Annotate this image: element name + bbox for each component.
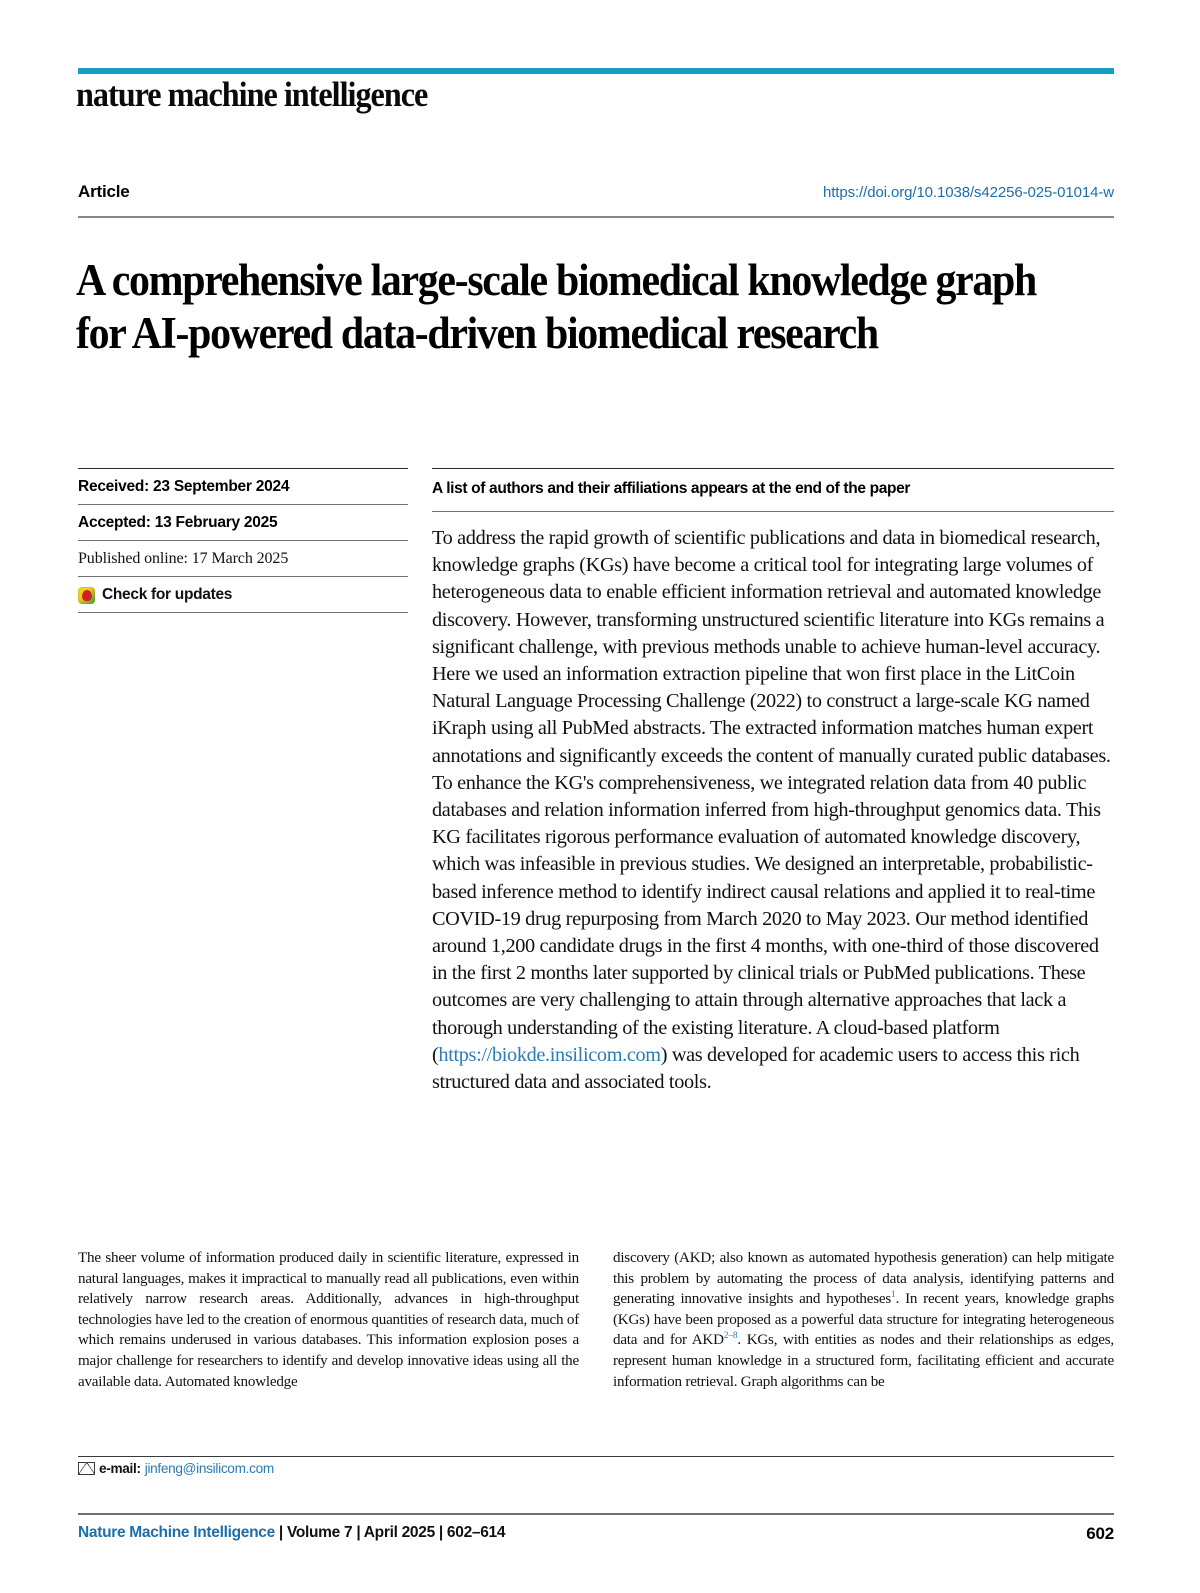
abstract-part-2: ) was developed for academic users to access this rich structured data and associated tools.: [432, 1043, 1080, 1094]
masthead-accent-rule: [78, 68, 1114, 74]
journal-name: Nature Machine Intelligence: [78, 1524, 275, 1541]
accepted-date: Accepted: 13 February 2025: [78, 514, 278, 531]
check-updates-label: Check for updates: [102, 586, 233, 603]
journal-citation-rest: | Volume 7 | April 2025 | 602–614: [274, 1524, 506, 1541]
email-address-link[interactable]: jinfeng@insilicom.com: [144, 1461, 274, 1476]
published-date: Published online: 17 March 2025: [78, 550, 289, 567]
body-column-right: [613, 1248, 1114, 1392]
abstract-text: [432, 511, 1114, 1096]
body-right-part-1: discovery (AKD; also known as automated hypothesis generation) can help mitigate this problem by automating the process of data analysis, identifying patterns and generating innovative insights and hypotheses: [613, 1250, 1114, 1308]
abstract-part-1: To address the rapid growth of scientific publications and data in biomedical research, knowledge graphs (KGs) have become a critical tool for integrating large volumes of heterogeneous data to enable efficient information retrieval and automated knowledge discovery. However, transforming unstructured scientific literature into KGs remains a significant challenge, with previous methods unable to achieve human-level accuracy. Here we used an information extraction pipeline that won first place in the LitCoin Natural Language Processing Challenge (2022) to construct a large-scale KG named iKraph using all PubMed abstracts. The extracted information matches human expert annotations and significantly exceeds the content of manually curated public databases. To enhance the KG's comprehensiveness, we integrated relation data from 40 public databases and relation information inferred from high-throughput genomics data. This KG facilitates rigorous performance evaluation of automated knowledge discovery, which was infeasible in previous studies. We designed an interpretable, probabilistic-based inference method to identify indirect causal relations and applied it to real-time COVID-19 drug repurposing from March 2020 to May 2023. Our method identified around 1,200 candidate drugs in the first 4 months, with one-third of those discovered in the first 2 months later supported by clinical trials or PubMed publications. These outcomes are very challenging to attain through alternative approaches that lack a thorough understanding of the existing literature. A cloud-based platform (: [432, 527, 1111, 1066]
email-label: e-mail:: [99, 1461, 141, 1476]
envelope-icon: [78, 1462, 95, 1475]
platform-link[interactable]: https://biokde.insilicom.com: [438, 1043, 661, 1066]
body-right-part-3: . KGs, with entities as nodes and their relationships as edges, represent human knowledge in a structured form, facilitating efficient and accurate information retrieval. Graph algorithms can be: [613, 1332, 1114, 1390]
body-right-part-2: . In recent years, knowledge graphs (KGs) have been proposed as a powerful data structure for integrating heterogeneous data and for AKD: [613, 1291, 1114, 1349]
footnote-rule: [78, 1456, 1114, 1457]
title-top-rule: [78, 216, 1114, 218]
check-updates-row[interactable]: [78, 576, 408, 612]
corresponding-email-line: [78, 1461, 274, 1476]
citation-ref-1[interactable]: 1: [891, 1290, 896, 1301]
meta-bottom-rule: [78, 612, 408, 613]
body-column-left: The sheer volume of information produced daily in scientific literature, expressed in natural languages, makes it impractical to manually read all publications, even within relatively narrow research areas. Additionally, advances in high-throughput technologies have led to the creation of enormous quantities of research data, much of which remains underused in various databases. This information explosion poses a major challenge for researchers to identify and develop innovative ideas using all the available data. Automated knowledge: [78, 1250, 579, 1390]
published-row: [78, 540, 408, 576]
journal-citation-line: [78, 1524, 505, 1542]
article-type-label: Article: [78, 182, 130, 201]
received-row: [78, 468, 408, 504]
body-text-columns: [78, 1248, 1114, 1392]
citation-ref-2-8[interactable]: 2–8: [723, 1331, 738, 1342]
crossmark-icon: [78, 587, 95, 604]
doi-link[interactable]: https://doi.org/10.1038/s42256-025-01014-w: [822, 184, 1114, 201]
page-number: 602: [1086, 1524, 1114, 1543]
article-header-row: [78, 182, 1114, 206]
received-date: Received: 23 September 2024: [78, 478, 290, 495]
journal-masthead: nature machine intelligence: [76, 75, 428, 114]
page-title: A comprehensive large-scale biomedical knowledge graph for AI-powered data-driven biomedical research: [76, 255, 1036, 359]
publication-dates-column: [78, 468, 408, 613]
abstract-column: [432, 468, 1114, 1096]
authors-affiliations-note: A list of authors and their affiliations appears at the end of the paper: [432, 468, 1114, 511]
accepted-row: [78, 504, 408, 540]
footer-rule: [78, 1513, 1114, 1515]
